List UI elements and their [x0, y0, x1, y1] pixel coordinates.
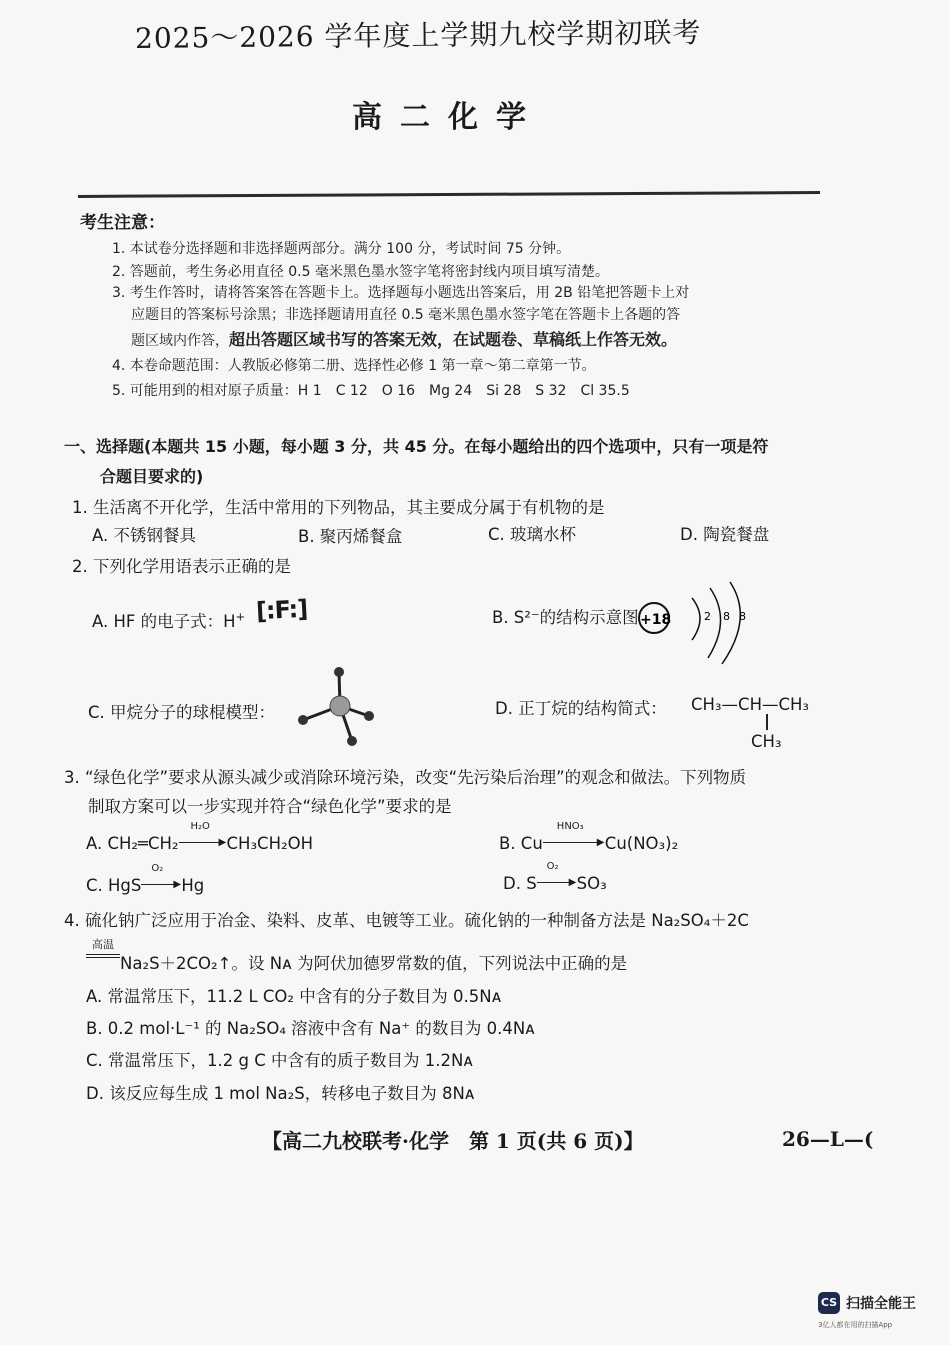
- q3-option-d: [503, 861, 607, 893]
- notice-line-3c-plain: 题区域内作答，: [131, 333, 229, 349]
- q3-stem-2: 制取方案可以一步实现并符合“绿色化学”要求的是: [88, 797, 452, 816]
- hydrogen-ball: [364, 711, 374, 721]
- atom-structure-diagram: [630, 578, 760, 668]
- shell-electrons-2: 8: [723, 610, 730, 623]
- q3-a-product: CH₃CH₂OH: [226, 834, 313, 853]
- scanner-tagline: 3亿人都在用的扫描App: [818, 1321, 893, 1329]
- reaction-arrow: O₂ ▶: [537, 875, 577, 889]
- q1-option-a: A. 不锈钢餐具: [92, 526, 196, 545]
- reaction-arrow: HNO₃ ▶: [543, 835, 605, 849]
- methane-ball-stick-model: [290, 660, 380, 750]
- exam-title: 2025～2026 学年度上学期九校学期初联考: [134, 16, 702, 55]
- q4-option-a: A. 常温常压下，11.2 L CO₂ 中含有的分子数目为 0.5Nᴀ: [86, 987, 502, 1006]
- scanner-app-name: 扫描全能王: [846, 1296, 916, 1312]
- q4-option-d: D. 该反应每生成 1 mol Na₂S，转移电子数目为 8Nᴀ: [86, 1084, 475, 1103]
- q1-stem: 1. 生活离不开化学，生活中常用的下列物品，其主要成分属于有机物的是: [72, 498, 605, 517]
- header-rule: [78, 191, 820, 198]
- q1-option-b: B. 聚丙烯餐盒: [298, 527, 403, 546]
- notice-line-1: 1. 本试卷分选择题和非选择题两部分。满分 100 分，考试时间 75 分钟。: [112, 241, 571, 257]
- q3-option-b: [499, 821, 679, 853]
- shell-electrons-1: 2: [704, 610, 711, 623]
- hydrogen-ball: [298, 715, 308, 725]
- scanner-logo-icon: CS: [818, 1292, 840, 1314]
- carbon-ball: [330, 696, 350, 716]
- q3-a-reactant: A. CH₂═CH₂: [86, 834, 179, 853]
- paper-code: 26—L—(: [782, 1127, 874, 1151]
- q2-option-c: C. 甲烷分子的球棍模型：: [88, 703, 276, 722]
- notice-emphasis: 超出答题区域书写的答案无效，在试题卷、草稿纸上作答无效。: [229, 330, 678, 349]
- shell-electrons-3: 8: [739, 610, 746, 623]
- q2-stem: 2. 下列化学用语表示正确的是: [72, 557, 291, 576]
- q4-condition-text: 高温: [92, 938, 114, 951]
- notice-line-2: 2. 答题前，考生务必用直径 0.5 毫米黑色墨水签字笔将密封线内项目填写清楚。: [112, 264, 609, 280]
- q4-stem-2: Na₂S＋2CO₂↑。设 Nᴀ 为阿伏加德罗常数的值，下列说法中正确的是: [120, 954, 628, 973]
- notice-line-3a: 3. 考生作答时，请将答案答在答题卡上。选择题每小题选出答案后，用 2B 铅笔把答题卡上对: [112, 285, 690, 301]
- page-footer: 【高二九校联考·化学 第 1 页(共 6 页)】: [262, 1129, 644, 1153]
- q2-option-d: D. 正丁烷的结构简式：: [495, 699, 667, 718]
- q4-option-b: B. 0.2 mol·L⁻¹ 的 Na₂SO₄ 溶液中含有 Na⁺ 的数目为 0.4Nᴀ: [86, 1019, 535, 1038]
- reaction-condition: H₂O: [190, 821, 210, 832]
- nucleus-charge: +18: [640, 612, 672, 628]
- section-line-1: 一、选择题(本题共 15 小题，每小题 3 分，共 45 分。在每小题给出的四个选项中，只有一项是符: [64, 437, 769, 456]
- notice-line-3c: [131, 327, 677, 350]
- q3-c-reactant: C. HgS: [86, 876, 142, 895]
- q3-d-reactant: D. S: [503, 874, 537, 893]
- q1-option-c: C. 玻璃水杯: [488, 525, 577, 544]
- q2-a-handwritten: [:F:]: [255, 594, 308, 626]
- q3-b-reactant: B. Cu: [499, 834, 543, 853]
- q2-a-label: A. HF 的电子式：H: [92, 612, 236, 631]
- reaction-condition: HNO₃: [556, 821, 584, 832]
- shell-arc-2: [708, 588, 721, 658]
- hydrogen-ball: [347, 736, 357, 746]
- reaction-arrow: H₂O ▶: [179, 835, 227, 849]
- shell-arc-3: [722, 582, 740, 664]
- q2-d-branch-bond: [766, 714, 768, 730]
- subject-title: 高二化学: [352, 100, 544, 135]
- q1-option-d: D. 陶瓷餐盘: [680, 525, 770, 544]
- q3-d-product: SO₃: [576, 874, 607, 893]
- q2-a-plus: +: [235, 609, 246, 624]
- section-line-2: 合题目要求的): [100, 467, 204, 486]
- reaction-condition: O₂: [546, 861, 559, 872]
- q2-option-b: B. S²⁻的结构示意图: [492, 608, 639, 627]
- notice-line-3b: 应题目的答案标号涂黑；非选择题请用直径 0.5 毫米黑色墨水签字笔在答题卡上各题的答: [131, 307, 681, 323]
- q2-d-formula-main: CH₃—CH—CH₃: [691, 695, 810, 714]
- q4-stem-1: 4. 硫化钠广泛应用于冶金、染料、皮革、电镀等工业。硫化钠的一种制备方法是 Na₂SO₄＋2C: [64, 911, 749, 930]
- hydrogen-ball: [334, 667, 344, 677]
- notice-line-4: 4. 本卷命题范围：人教版必修第二册、选择性必修 1 第一章～第二章第一节。: [112, 358, 596, 374]
- q3-c-product: Hg: [181, 876, 205, 895]
- q3-option-a: [86, 821, 313, 853]
- notice-line-5: 5. 可能用到的相对原子质量：H 1 C 12 O 16 Mg 24 Si 28 S 32 Cl 35.5: [112, 383, 630, 399]
- q2-option-a: [92, 608, 245, 632]
- q4-condition: [86, 936, 120, 958]
- notice-heading: 考生注意：: [80, 213, 165, 233]
- q2-d-formula-branch: CH₃: [751, 732, 782, 751]
- q3-option-c: [86, 863, 205, 895]
- q3-b-product: Cu(NO₃)₂: [604, 834, 679, 853]
- reaction-arrow: O₂ ▶: [141, 877, 181, 891]
- q4-option-c: C. 常温常压下，1.2 g C 中含有的质子数目为 1.2Nᴀ: [86, 1051, 474, 1070]
- section-heading: [64, 432, 768, 492]
- reaction-condition: O₂: [151, 863, 164, 874]
- q3-stem-1: 3. “绿色化学”要求从源头减少或消除环境污染，改变“先污染后治理”的观念和做法。下列物质: [64, 768, 747, 787]
- shell-arc-1: [692, 598, 700, 640]
